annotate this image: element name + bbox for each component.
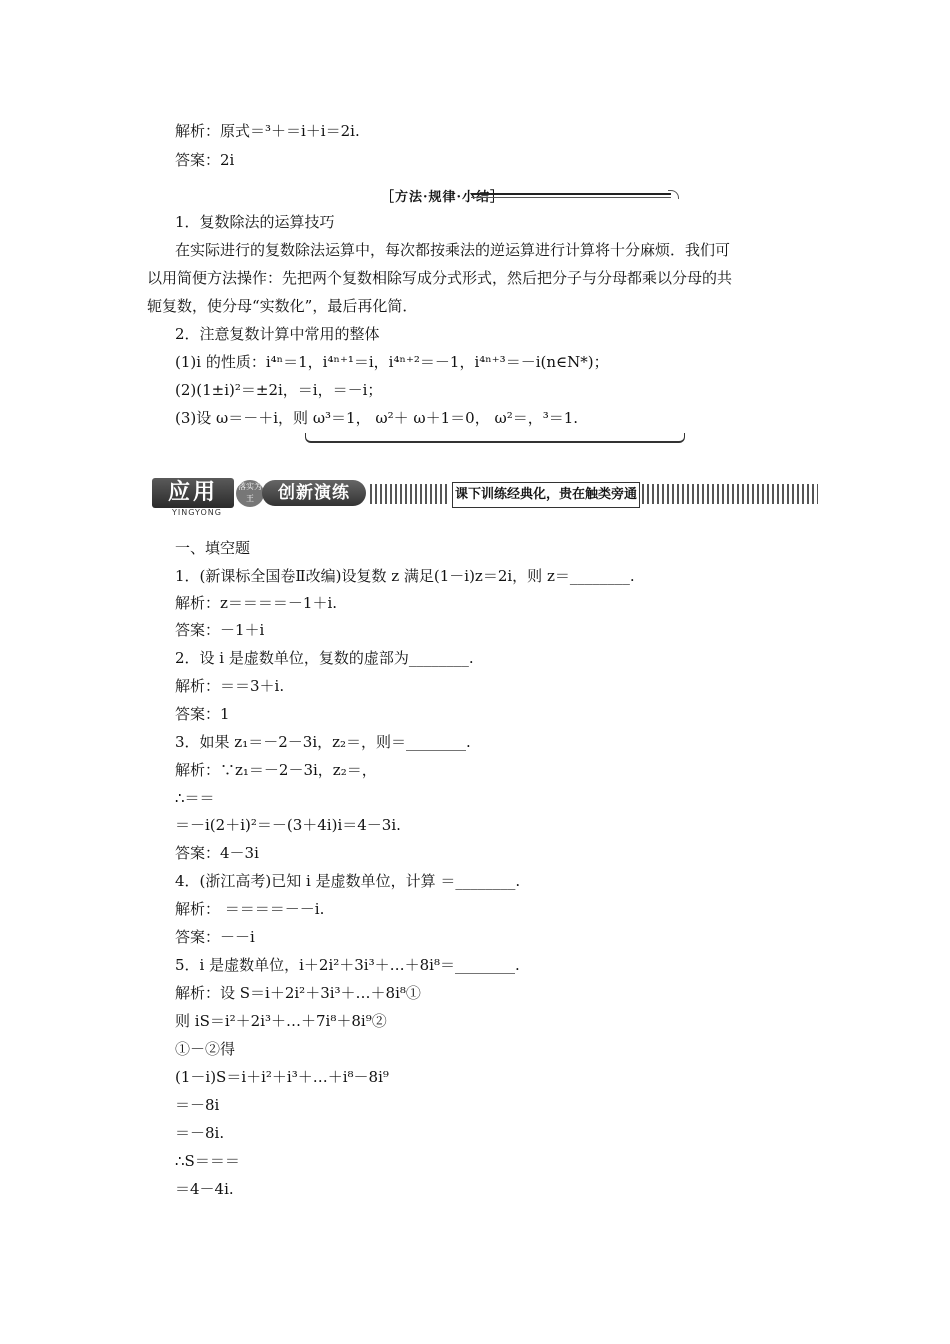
method-p1-title: 1．复数除法的运算技巧: [175, 213, 335, 231]
exercise-line: 解析：＝＝3＋i.: [175, 677, 285, 695]
exercise-line: ∴＝＝: [175, 789, 215, 807]
method-p1-line-c: 轭复数，使分母“实数化”，最后再化简．: [147, 297, 418, 315]
method-p2-item-3: (3)设 ω＝－＋i，则 ω³＝1， ω²＋ ω＋1＝0， ω²＝，³＝1.: [175, 409, 579, 427]
exercise-line: 解析： ＝＝＝＝－－i.: [175, 900, 325, 918]
method-header: ［方法·规律·小结］: [381, 190, 505, 205]
method-header-rule-thin: [471, 197, 671, 198]
top-answer-line: 答案：2i: [175, 151, 235, 169]
exercise-line: ∴S＝＝＝: [175, 1152, 240, 1170]
exercise-section-title: 一、填空题: [175, 539, 251, 557]
exercise-line: ＝－i(2＋i)²＝－(3＋4i)i＝4－3i.: [175, 816, 401, 834]
method-p2-title: 2．注意复数计算中常用的整体: [175, 325, 380, 343]
banner-tagline: 课下训练经典化，贵在触类旁通: [452, 482, 640, 508]
banner-chuangxin: 创新演练: [262, 480, 366, 506]
exercise-line: (1－i)S＝i＋i²＋i³＋…＋i⁸－8i⁹: [175, 1068, 389, 1086]
exercise-line: ＝－8i: [175, 1096, 220, 1114]
method-p2-item-1: (1)i 的性质：i⁴ⁿ＝1，i⁴ⁿ⁺¹＝i，i⁴ⁿ⁺²＝－1，i⁴ⁿ⁺³＝－i(n∈N*)；: [175, 353, 609, 371]
top-solution-line: 解析：原式＝³＋＝i＋i＝2i.: [175, 122, 360, 140]
banner-pinyin: YINGYONG: [172, 508, 222, 517]
exercise-line: 2．设 i 是虚数单位，复数的虚部为________.: [175, 649, 474, 667]
banner-bars-right: [642, 484, 818, 504]
method-header-rule-tail: [668, 190, 679, 199]
section-banner: [152, 478, 818, 516]
exercise-line: 答案：－－i: [175, 928, 255, 946]
method-bottom-rule: [305, 433, 685, 443]
exercise-line: 解析：z＝＝＝＝－1＋i.: [175, 594, 338, 612]
exercise-line: ＝－8i.: [175, 1124, 225, 1142]
exercise-line: 5．i 是虚数单位，i＋2i²＋3i³＋…＋8i⁸＝________.: [175, 956, 520, 974]
exercise-line: 解析：设 S＝i＋2i²＋3i³＋…＋8i⁸①: [175, 984, 421, 1002]
banner-yingyong: 应用: [152, 478, 234, 508]
exercise-line: 答案：1: [175, 705, 230, 723]
exercise-line: 答案：－1＋i: [175, 621, 265, 639]
method-p1-line-a: 在实际进行的复数除法运算中，每次都按乘法的逆运算进行计算将十分麻烦．我们可: [175, 241, 731, 259]
method-p2-item-2: (2)(1±i)²＝±2i，＝i，＝－i；: [175, 381, 383, 399]
banner-small-seal: 落实为王: [236, 480, 264, 507]
method-header-rule: [471, 193, 671, 195]
exercise-line: ＝4－4i.: [175, 1180, 234, 1198]
exercise-line: 4．(浙江高考)已知 i 是虚数单位，计算 ＝________.: [175, 872, 521, 890]
exercise-line: 3．如果 z₁＝－2－3i，z₂＝，则＝________.: [175, 733, 471, 751]
exercise-line: 1．(新课标全国卷Ⅱ改编)设复数 z 满足(1－i)z＝2i，则 z＝________.: [175, 567, 635, 585]
exercise-line: 答案：4－3i: [175, 844, 259, 862]
banner-bars-left: [370, 484, 450, 504]
exercise-line: 则 iS＝i²＋2i³＋…＋7i⁸＋8i⁹②: [175, 1012, 387, 1030]
exercise-line: ①－②得: [175, 1040, 236, 1058]
method-p1-line-b: 以用简便方法操作：先把两个复数相除写成分式形式，然后把分子与分母都乘以分母的共: [147, 269, 733, 287]
exercise-line: 解析：∵z₁＝－2－3i，z₂＝，: [175, 761, 377, 779]
